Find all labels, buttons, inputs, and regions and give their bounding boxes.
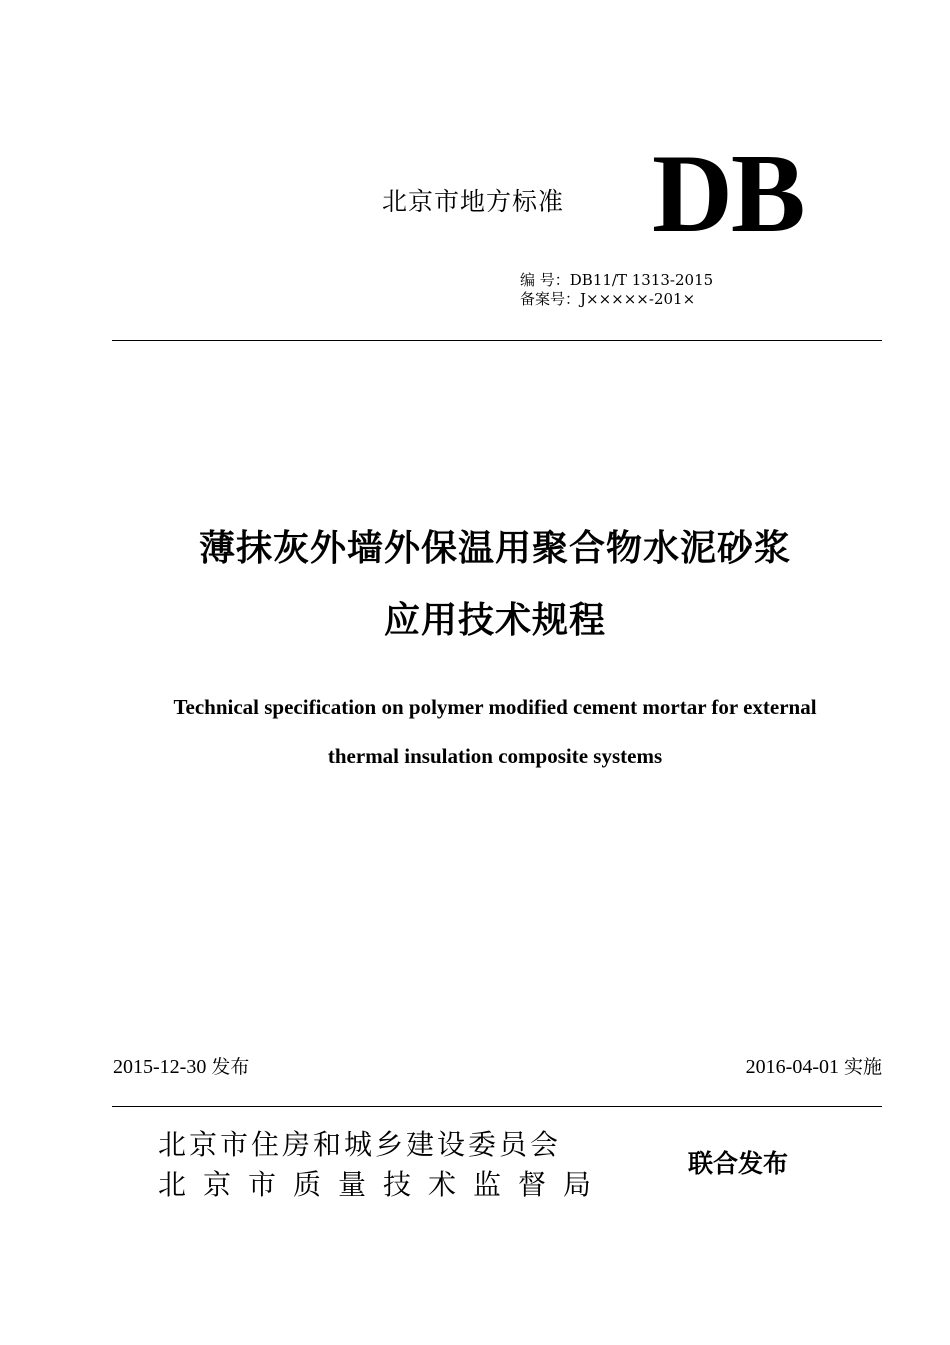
effective-date (746, 1052, 882, 1079)
joint-issue-label: 联合发布 (688, 1149, 789, 1178)
top-divider (112, 340, 882, 341)
db-mark: DB (652, 132, 804, 256)
record-number-line (520, 288, 695, 309)
standard-number-line (520, 269, 713, 290)
standard-type-label: 北京市地方标准 (382, 187, 565, 216)
issue-date-value: 2015-12-30 (113, 1056, 207, 1078)
issue-date-label: 发布 (211, 1056, 250, 1078)
effective-date-label: 实施 (843, 1056, 882, 1078)
issuer-org-quality: 北京市质量技术监督局 (158, 1168, 609, 1201)
bottom-divider (112, 1106, 882, 1107)
issue-date (113, 1052, 249, 1079)
issuer-org-housing: 北京市住房和城乡建设委员会 (158, 1128, 562, 1161)
title-chinese-line2: 应用技术规程 (383, 600, 606, 641)
title-chinese-line1: 薄抹灰外墙外保温用聚合物水泥砂浆 (198, 528, 791, 569)
title-english-line2: thermal insulation composite systems (327, 744, 663, 768)
effective-date-value: 2016-04-01 (745, 1056, 839, 1078)
standard-number-value: DB11/T 1313-2015 (569, 271, 714, 289)
standard-number-label: 编 号： (520, 271, 570, 289)
record-number-value: J×××××-201× (580, 290, 696, 308)
title-english-line1: Technical specification on polymer modified cement mortar for external (173, 695, 817, 719)
record-number-label: 备案号： (520, 290, 581, 308)
